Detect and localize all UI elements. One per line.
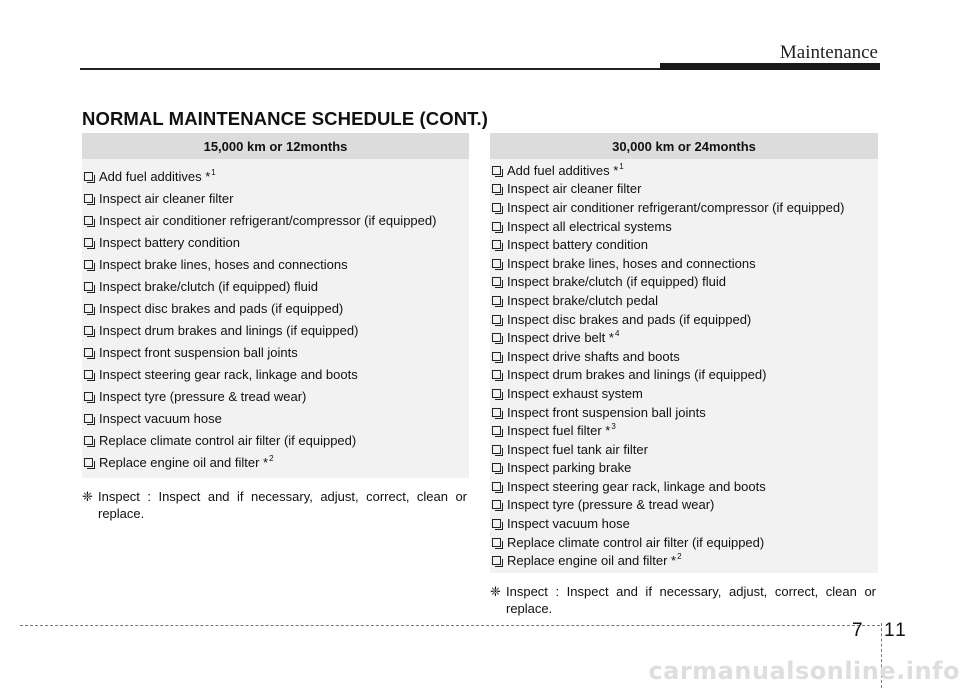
- checklist-item-label: Add fuel additives *: [507, 162, 619, 178]
- footnote-marker: 1: [619, 161, 624, 171]
- checklist-item: [82, 385, 469, 407]
- schedule-column-15000km: [82, 133, 469, 522]
- checkbox-icon: [492, 538, 501, 547]
- checkbox-icon: [84, 414, 93, 423]
- checklist-item: [490, 421, 878, 440]
- checklist-item-label: Inspect drive belt *: [507, 330, 614, 346]
- checkbox-icon: [84, 260, 93, 269]
- checklist-item-label: Inspect brake lines, hoses and connections: [99, 256, 348, 272]
- checklist-item-label: Inspect front suspension ball joints: [99, 344, 298, 360]
- checklist-item-label: Inspect tyre (pressure & tread wear): [507, 497, 715, 513]
- checkbox-icon: [492, 166, 501, 175]
- checkbox-icon: [492, 259, 501, 268]
- checklist-item: [490, 384, 878, 403]
- checklist: [82, 159, 469, 478]
- checklist-item-label: Inspect fuel tank air filter: [507, 441, 648, 457]
- checklist-item-label: Inspect brake/clutch pedal: [507, 292, 659, 308]
- checkbox-icon: [84, 194, 93, 203]
- checklist-item-label: Replace climate control air filter (if equipped): [99, 432, 357, 448]
- checklist-item: [82, 253, 469, 275]
- checklist-item-label: Replace climate control air filter (if equipped): [507, 534, 765, 550]
- checkbox-icon: [84, 392, 93, 401]
- checklist-item: [82, 319, 469, 341]
- checklist-item: [490, 328, 878, 347]
- checklist-item: [490, 291, 878, 310]
- checkbox-icon: [492, 500, 501, 509]
- checklist-item-label: Inspect drum brakes and linings (if equipped): [507, 367, 767, 383]
- checklist-item-label: Inspect battery condition: [99, 234, 240, 250]
- checklist-item: [82, 451, 469, 473]
- checklist-item-label: Inspect air cleaner filter: [99, 190, 234, 206]
- checklist-item: [82, 231, 469, 253]
- checklist-item-label: Add fuel additives *: [99, 168, 211, 184]
- checkbox-icon: [492, 222, 501, 231]
- checklist-item: [490, 477, 878, 496]
- checklist-item-label: Inspect drive shafts and boots: [507, 348, 680, 364]
- checklist-item: [82, 165, 469, 187]
- checkbox-icon: [492, 482, 501, 491]
- checklist-item: [490, 403, 878, 422]
- checklist-item-label: Inspect vacuum hose: [99, 410, 222, 426]
- checkbox-icon: [84, 348, 93, 357]
- header-rule: [80, 68, 660, 70]
- checkbox-icon: [492, 315, 501, 324]
- note-text: Inspect : Inspect and if necessary, adjust, correct, clean or replace.: [98, 489, 467, 521]
- checklist-item-label: Inspect tyre (pressure & tread wear): [99, 388, 307, 404]
- checkbox-icon: [492, 445, 501, 454]
- footnote-marker: 2: [677, 552, 682, 562]
- checklist-item: [490, 440, 878, 459]
- checklist-item: [490, 273, 878, 292]
- checklist-item-label: Inspect all electrical systems: [507, 218, 672, 234]
- checklist-item: [82, 341, 469, 363]
- checklist-item-label: Inspect air conditioner refrigerant/compressor (if equipped): [507, 199, 845, 215]
- checklist-item: [490, 254, 878, 273]
- page-title: NORMAL MAINTENANCE SCHEDULE (CONT.): [82, 108, 489, 129]
- checklist-item: [490, 533, 878, 552]
- checklist-item-label: Inspect exhaust system: [507, 385, 643, 401]
- checklist-item-label: Inspect disc brakes and pads (if equipped): [507, 311, 752, 327]
- checkbox-icon: [492, 352, 501, 361]
- checklist-item: [490, 217, 878, 236]
- footnote-marker: 1: [211, 167, 216, 177]
- inspect-note: [82, 488, 469, 522]
- checklist-item: [490, 198, 878, 217]
- checklist-item: [490, 310, 878, 329]
- inspect-note: [490, 583, 878, 617]
- checklist-item: [490, 366, 878, 385]
- checklist-item: [490, 459, 878, 478]
- checkbox-icon: [492, 389, 501, 398]
- section-title: Maintenance: [779, 42, 878, 63]
- footnote-marker: 3: [611, 422, 616, 432]
- checklist-item: [490, 161, 878, 180]
- checkbox-icon: [84, 238, 93, 247]
- checklist-item-label: Inspect fuel filter *: [507, 423, 611, 439]
- checklist-item: [490, 180, 878, 199]
- checkbox-icon: [84, 436, 93, 445]
- column-heading: 15,000 km or 12months: [82, 133, 469, 159]
- checklist-item: [490, 347, 878, 366]
- footnote-marker: 2: [269, 453, 274, 463]
- checklist-item-label: Inspect steering gear rack, linkage and boots: [507, 478, 766, 494]
- checkbox-icon: [492, 184, 501, 193]
- checklist-item: [82, 429, 469, 451]
- checklist-item: [490, 235, 878, 254]
- checkbox-icon: [84, 282, 93, 291]
- checklist-item: [490, 551, 878, 570]
- checklist-item-label: Inspect brake lines, hoses and connections: [507, 255, 756, 271]
- checkbox-icon: [492, 519, 501, 528]
- checklist-item: [82, 187, 469, 209]
- checklist-item-label: Replace engine oil and filter *: [507, 553, 677, 569]
- checklist-item: [490, 496, 878, 515]
- checklist-item-label: Inspect steering gear rack, linkage and boots: [99, 366, 358, 382]
- watermark: carmanualsonline.info: [648, 657, 960, 685]
- checklist-item-label: Inspect brake/clutch (if equipped) fluid: [507, 274, 726, 290]
- header-rule-accent: [660, 63, 880, 70]
- note-marker-icon: ❈: [490, 584, 501, 600]
- checkbox-icon: [84, 216, 93, 225]
- checklist-item: [82, 275, 469, 297]
- checkbox-icon: [84, 172, 93, 181]
- checkbox-icon: [84, 326, 93, 335]
- column-heading: 30,000 km or 24months: [490, 133, 878, 159]
- checkbox-icon: [84, 458, 93, 467]
- checkbox-icon: [84, 304, 93, 313]
- chapter-number: 7: [852, 620, 865, 641]
- schedule-column-30000km: [490, 133, 878, 617]
- checkbox-icon: [492, 296, 501, 305]
- page-number-value: 11: [884, 620, 908, 641]
- checklist-item-label: Inspect vacuum hose: [507, 516, 630, 532]
- footnote-marker: 4: [614, 329, 620, 339]
- checklist-item-label: Inspect battery condition: [507, 237, 648, 253]
- checkbox-icon: [492, 240, 501, 249]
- checklist-item-label: Inspect air conditioner refrigerant/compressor (if equipped): [99, 212, 437, 228]
- checkbox-icon: [492, 463, 501, 472]
- checkbox-icon: [84, 370, 93, 379]
- checklist: [490, 159, 878, 573]
- checklist-item: [490, 514, 878, 533]
- checklist-item: [82, 297, 469, 319]
- checklist-item-label: Inspect air cleaner filter: [507, 181, 642, 197]
- checklist-item-label: Inspect front suspension ball joints: [507, 404, 706, 420]
- checklist-item-label: Inspect parking brake: [507, 460, 632, 476]
- checklist-item: [82, 209, 469, 231]
- checkbox-icon: [492, 277, 501, 286]
- checkbox-icon: [492, 370, 501, 379]
- checklist-item: [82, 407, 469, 429]
- checklist-item-label: Replace engine oil and filter *: [99, 454, 269, 470]
- note-marker-icon: ❈: [82, 489, 93, 504]
- checkbox-icon: [492, 203, 501, 212]
- checkbox-icon: [492, 333, 501, 342]
- checkbox-icon: [492, 408, 501, 417]
- checklist-item-label: Inspect brake/clutch (if equipped) fluid: [99, 278, 318, 294]
- checklist-item-label: Inspect disc brakes and pads (if equipped): [99, 300, 344, 316]
- footer-rule: [20, 625, 880, 626]
- checkbox-icon: [492, 426, 501, 435]
- note-text: Inspect : Inspect and if necessary, adjust, correct, clean or replace.: [506, 584, 876, 617]
- checklist-item: [82, 363, 469, 385]
- checklist-item-label: Inspect drum brakes and linings (if equipped): [99, 322, 359, 338]
- checkbox-icon: [492, 556, 501, 565]
